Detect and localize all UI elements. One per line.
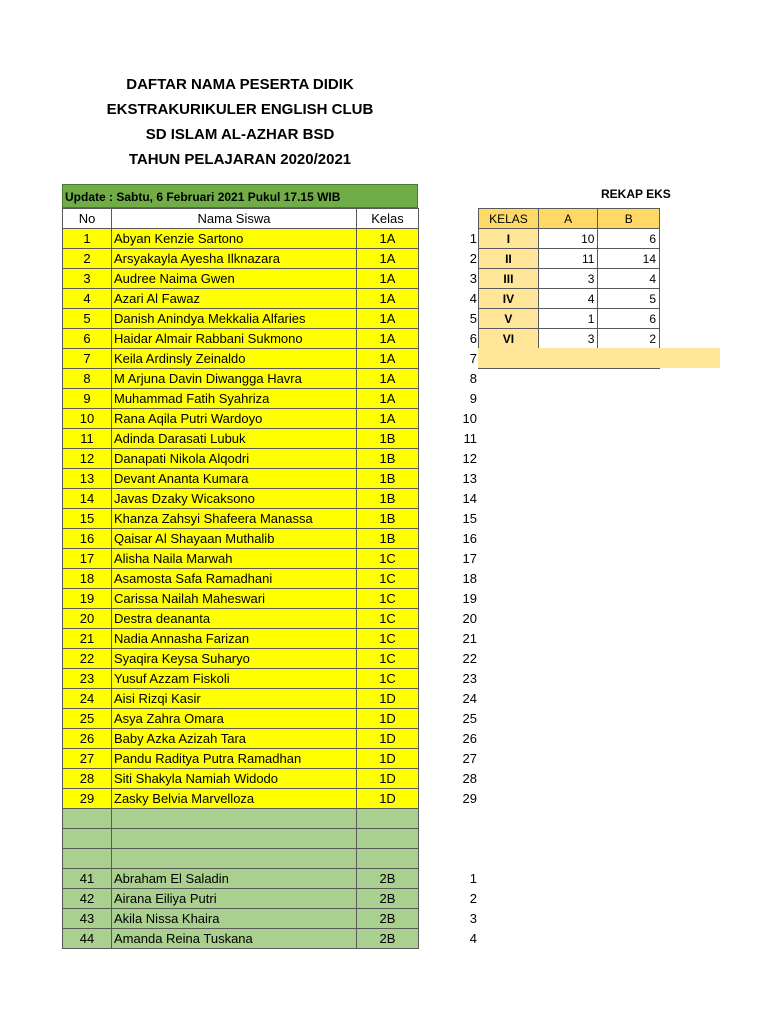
cell-kelas[interactable]: 1C xyxy=(357,649,419,669)
title-line-2: EKSTRAKURIKULER ENGLISH CLUB xyxy=(106,101,374,118)
row-numbers-1 xyxy=(430,228,477,808)
cell-kelas[interactable]: 1A xyxy=(357,369,419,389)
cell-no[interactable]: 8 xyxy=(63,369,112,389)
cell-no[interactable]: 6 xyxy=(63,329,112,349)
cell-nama[interactable]: Yusuf Azzam Fiskoli xyxy=(112,669,357,689)
table-row xyxy=(63,509,419,529)
cell-no[interactable]: 9 xyxy=(63,389,112,409)
cell-kelas[interactable]: 1B xyxy=(357,489,419,509)
table-row xyxy=(63,429,419,449)
cell-kelas[interactable]: 1C xyxy=(357,589,419,609)
table-row xyxy=(63,929,419,949)
cell-no[interactable]: 20 xyxy=(63,609,112,629)
cell-nama[interactable]: Khanza Zahsyi Shafeera Manassa xyxy=(112,509,357,529)
row-number: 25 xyxy=(462,711,477,726)
table-row xyxy=(63,309,419,329)
table-row xyxy=(63,349,419,369)
rekap-header-b[interactable]: B xyxy=(598,209,660,229)
cell-kelas[interactable]: 1A xyxy=(357,409,419,429)
rekap-cell-a[interactable]: 1 xyxy=(538,309,598,329)
cell-no[interactable]: 28 xyxy=(63,769,112,789)
row-number: 24 xyxy=(462,691,477,706)
row-number: 17 xyxy=(462,551,477,566)
table-row xyxy=(63,289,419,309)
cell-no[interactable]: 13 xyxy=(63,469,112,489)
cell-kelas[interactable]: 2B xyxy=(357,909,419,929)
rekap-cell-b[interactable]: 2 xyxy=(598,329,660,349)
row-number: 22 xyxy=(462,651,477,666)
cell-kelas[interactable]: 1A xyxy=(357,269,419,289)
table-row xyxy=(63,549,419,569)
row-number: 28 xyxy=(462,771,477,786)
cell-kelas[interactable]: 1C xyxy=(357,569,419,589)
cell-kelas[interactable]: 1A xyxy=(357,389,419,409)
table-row xyxy=(63,889,419,909)
cell-no[interactable]: 4 xyxy=(63,289,112,309)
cell-kelas[interactable]: 1A xyxy=(357,249,419,269)
table-row xyxy=(63,729,419,749)
row-number: 23 xyxy=(462,671,477,686)
table-row xyxy=(63,569,419,589)
cell-nama[interactable]: Keila Ardinsly Zeinaldo xyxy=(112,349,357,369)
cell-kelas[interactable]: 1A xyxy=(357,229,419,249)
cell-nama[interactable]: Syaqira Keysa Suharyo xyxy=(112,649,357,669)
cell-no[interactable]: 10 xyxy=(63,409,112,429)
cell-no[interactable] xyxy=(63,829,112,849)
table-row xyxy=(63,809,419,829)
table-row xyxy=(63,709,419,729)
row-number: 20 xyxy=(462,611,477,626)
cell-nama[interactable]: Zasky Belvia Marvelloza xyxy=(112,789,357,809)
row-number: 3 xyxy=(469,271,477,286)
cell-nama[interactable]: M Arjuna Davin Diwangga Havra xyxy=(112,369,357,389)
cell-kelas[interactable]: 1C xyxy=(357,629,419,649)
cell-kelas[interactable]: 1B xyxy=(357,449,419,469)
cell-nama[interactable]: Akila Nissa Khaira xyxy=(112,909,357,929)
table-row xyxy=(63,769,419,789)
cell-no[interactable]: 42 xyxy=(63,889,112,909)
row-number: 14 xyxy=(462,491,477,506)
cell-kelas[interactable]: 1B xyxy=(357,429,419,449)
rekap-bottom-border xyxy=(478,368,660,369)
student-table xyxy=(62,208,419,949)
cell-nama[interactable] xyxy=(112,829,357,849)
rekap-cell-a[interactable]: 11 xyxy=(538,249,598,269)
cell-no[interactable]: 5 xyxy=(63,309,112,329)
row-number: 13 xyxy=(462,471,477,486)
row-number: 9 xyxy=(469,391,477,406)
cell-nama[interactable]: Pandu Raditya Putra Ramadhan xyxy=(112,749,357,769)
cell-kelas[interactable]: 2B xyxy=(357,889,419,909)
cell-nama[interactable]: Aisi Rizqi Kasir xyxy=(112,689,357,709)
cell-no[interactable] xyxy=(63,849,112,869)
cell-no[interactable]: 26 xyxy=(63,729,112,749)
header-no[interactable]: No xyxy=(63,209,112,229)
cell-nama[interactable]: Arsyakayla Ayesha Ilknazara xyxy=(112,249,357,269)
cell-nama[interactable]: Carissa Nailah Maheswari xyxy=(112,589,357,609)
rekap-header-row xyxy=(479,209,660,229)
cell-no[interactable]: 15 xyxy=(63,509,112,529)
cell-no[interactable]: 12 xyxy=(63,449,112,469)
cell-kelas[interactable]: 1C xyxy=(357,549,419,569)
cell-nama[interactable]: Audree Naima Gwen xyxy=(112,269,357,289)
table-row xyxy=(63,229,419,249)
table-row xyxy=(63,269,419,289)
header-nama[interactable]: Nama Siswa xyxy=(112,209,357,229)
row-number: 1 xyxy=(469,871,477,886)
rekap-header-a[interactable]: A xyxy=(538,209,598,229)
cell-no[interactable]: 41 xyxy=(63,869,112,889)
rekap-row xyxy=(479,309,660,329)
title-line-4: TAHUN PELAJARAN 2020/2021 xyxy=(128,151,352,168)
cell-kelas[interactable]: 1D xyxy=(357,689,419,709)
cell-kelas[interactable]: 1A xyxy=(357,329,419,349)
row-number: 5 xyxy=(469,311,477,326)
table-row xyxy=(63,249,419,269)
title-line-3: SD ISLAM AL-AZHAR BSD xyxy=(145,126,335,143)
row-number: 1 xyxy=(469,231,477,246)
cell-kelas[interactable]: 2B xyxy=(357,869,419,889)
rekap-table-wrap xyxy=(478,208,660,349)
rekap-row xyxy=(479,229,660,249)
row-number: 12 xyxy=(462,451,477,466)
cell-kelas[interactable]: 1B xyxy=(357,529,419,549)
table-row xyxy=(63,789,419,809)
cell-kelas[interactable]: 1D xyxy=(357,749,419,769)
table-row xyxy=(63,389,419,409)
rekap-cell-a[interactable]: 4 xyxy=(538,289,598,309)
header-kelas[interactable]: Kelas xyxy=(357,209,419,229)
cell-nama[interactable]: Abyan Kenzie Sartono xyxy=(112,229,357,249)
table-row xyxy=(63,589,419,609)
cell-no[interactable]: 44 xyxy=(63,929,112,949)
cell-kelas[interactable]: 1D xyxy=(357,729,419,749)
cell-nama[interactable]: Amanda Reina Tuskana xyxy=(112,929,357,949)
cell-kelas[interactable]: 1A xyxy=(357,309,419,329)
cell-no[interactable]: 22 xyxy=(63,649,112,669)
rekap-cell-a[interactable]: 3 xyxy=(538,329,598,349)
row-number: 4 xyxy=(469,291,477,306)
table-row xyxy=(63,749,419,769)
cell-no[interactable]: 43 xyxy=(63,909,112,929)
table-row xyxy=(63,469,419,489)
cell-no[interactable]: 17 xyxy=(63,549,112,569)
row-number: 2 xyxy=(469,251,477,266)
cell-no[interactable]: 23 xyxy=(63,669,112,689)
cell-nama[interactable]: Abraham El Saladin xyxy=(112,869,357,889)
cell-kelas[interactable]: 1B xyxy=(357,469,419,489)
cell-nama[interactable]: Nadia Annasha Farizan xyxy=(112,629,357,649)
cell-no[interactable]: 29 xyxy=(63,789,112,809)
cell-nama[interactable]: Muhammad Fatih Syahriza xyxy=(112,389,357,409)
cell-nama[interactable]: Haidar Almair Rabbani Sukmono xyxy=(112,329,357,349)
cell-nama[interactable]: Danish Anindya Mekkalia Alfaries xyxy=(112,309,357,329)
cell-no[interactable]: 7 xyxy=(63,349,112,369)
cell-nama[interactable]: Asya Zahra Omara xyxy=(112,709,357,729)
rekap-row xyxy=(479,289,660,309)
cell-nama[interactable]: Baby Azka Azizah Tara xyxy=(112,729,357,749)
rekap-cell-a[interactable]: 10 xyxy=(538,229,598,249)
table-row xyxy=(63,649,419,669)
cell-kelas[interactable] xyxy=(357,829,419,849)
row-number: 2 xyxy=(469,891,477,906)
cell-kelas[interactable]: 1A xyxy=(357,289,419,309)
cell-kelas[interactable] xyxy=(357,849,419,869)
rekap-cell-kelas[interactable]: VI xyxy=(479,329,539,349)
row-number: 11 xyxy=(463,431,477,446)
cell-nama[interactable]: Asamosta Safa Ramadhani xyxy=(112,569,357,589)
rekap-cell-a[interactable]: 3 xyxy=(538,269,598,289)
row-number: 18 xyxy=(462,571,477,586)
cell-nama[interactable]: Danapati Nikola Alqodri xyxy=(112,449,357,469)
cell-no[interactable]: 11 xyxy=(63,429,112,449)
row-numbers-2 xyxy=(430,868,477,948)
cell-kelas[interactable] xyxy=(357,809,419,829)
table-row xyxy=(63,369,419,389)
rekap-row xyxy=(479,249,660,269)
cell-kelas[interactable]: 1A xyxy=(357,349,419,369)
cell-no[interactable]: 24 xyxy=(63,689,112,709)
table-row xyxy=(63,629,419,649)
table-row xyxy=(63,689,419,709)
rekap-cell-kelas[interactable]: V xyxy=(479,309,539,329)
cell-nama[interactable]: Airana Eiliya Putri xyxy=(112,889,357,909)
row-number: 6 xyxy=(469,331,477,346)
row-number: 15 xyxy=(462,511,477,526)
cell-no[interactable]: 1 xyxy=(63,229,112,249)
cell-no[interactable]: 2 xyxy=(63,249,112,269)
cell-kelas[interactable]: 1D xyxy=(357,789,419,809)
rekap-row xyxy=(479,269,660,289)
table-row xyxy=(63,869,419,889)
table-row xyxy=(63,609,419,629)
rekap-header-kelas[interactable]: KELAS xyxy=(479,209,539,229)
cell-kelas[interactable]: 1C xyxy=(357,609,419,629)
cell-no[interactable]: 19 xyxy=(63,589,112,609)
row-number: 16 xyxy=(462,531,477,546)
row-number: 8 xyxy=(469,371,477,386)
rekap-cell-kelas[interactable]: IV xyxy=(479,289,539,309)
row-number: 7 xyxy=(469,351,477,366)
table-row xyxy=(63,489,419,509)
cell-kelas[interactable]: 1C xyxy=(357,669,419,689)
table-row xyxy=(63,849,419,869)
row-number: 3 xyxy=(469,911,477,926)
rekap-table xyxy=(478,208,660,349)
rekap-cell-b[interactable]: 6 xyxy=(598,309,660,329)
rekap-cell-kelas[interactable]: II xyxy=(479,249,539,269)
cell-nama[interactable]: Alisha Naila Marwah xyxy=(112,549,357,569)
cell-nama[interactable]: Azari Al Fawaz xyxy=(112,289,357,309)
cell-kelas[interactable]: 1D xyxy=(357,769,419,789)
cell-nama[interactable]: Rana Aqila Putri Wardoyo xyxy=(112,409,357,429)
cell-nama[interactable] xyxy=(112,809,357,829)
rekap-highlight-row[interactable] xyxy=(478,348,720,368)
row-number: 21 xyxy=(462,631,477,646)
cell-no[interactable]: 18 xyxy=(63,569,112,589)
cell-no[interactable]: 21 xyxy=(63,629,112,649)
cell-nama[interactable]: Destra deananta xyxy=(112,609,357,629)
row-number: 10 xyxy=(462,411,477,426)
table-row xyxy=(63,669,419,689)
row-number: 27 xyxy=(462,751,477,766)
table-row xyxy=(63,529,419,549)
cell-no[interactable] xyxy=(63,809,112,829)
cell-kelas[interactable]: 1D xyxy=(357,709,419,729)
cell-no[interactable]: 25 xyxy=(63,709,112,729)
table-row xyxy=(63,829,419,849)
rekap-title: REKAP EKS xyxy=(601,187,671,201)
table-row xyxy=(63,909,419,929)
cell-nama[interactable]: Javas Dzaky Wicaksono xyxy=(112,489,357,509)
cell-no[interactable]: 27 xyxy=(63,749,112,769)
cell-no[interactable]: 14 xyxy=(63,489,112,509)
row-number: 4 xyxy=(469,931,477,946)
row-number: 26 xyxy=(462,731,477,746)
table-row xyxy=(63,449,419,469)
table-row xyxy=(63,409,419,429)
row-number: 19 xyxy=(462,591,477,606)
rekap-row xyxy=(479,329,660,349)
cell-kelas[interactable]: 2B xyxy=(357,929,419,949)
row-number: 29 xyxy=(462,791,477,806)
document-title xyxy=(60,72,420,172)
rekap-cell-kelas[interactable]: I xyxy=(479,229,539,249)
title-line-1: DAFTAR NAMA PESERTA DIDIK xyxy=(126,76,354,93)
rekap-cell-b[interactable]: 6 xyxy=(598,229,660,249)
rekap-cell-b[interactable]: 5 xyxy=(598,289,660,309)
cell-nama[interactable] xyxy=(112,849,357,869)
cell-nama[interactable]: Adinda Darasati Lubuk xyxy=(112,429,357,449)
table-row xyxy=(63,329,419,349)
update-banner: Update : Sabtu, 6 Februari 2021 Pukul 17.15 WIB xyxy=(62,184,418,208)
cell-nama[interactable]: Devant Ananta Kumara xyxy=(112,469,357,489)
rekap-cell-b[interactable]: 14 xyxy=(598,249,660,269)
cell-nama[interactable]: Qaisar Al Shayaan Muthalib xyxy=(112,529,357,549)
rekap-cell-kelas[interactable]: III xyxy=(479,269,539,289)
cell-no[interactable]: 3 xyxy=(63,269,112,289)
cell-no[interactable]: 16 xyxy=(63,529,112,549)
cell-nama[interactable]: Siti Shakyla Namiah Widodo xyxy=(112,769,357,789)
cell-kelas[interactable]: 1B xyxy=(357,509,419,529)
rekap-cell-b[interactable]: 4 xyxy=(598,269,660,289)
table-header-row xyxy=(63,209,419,229)
